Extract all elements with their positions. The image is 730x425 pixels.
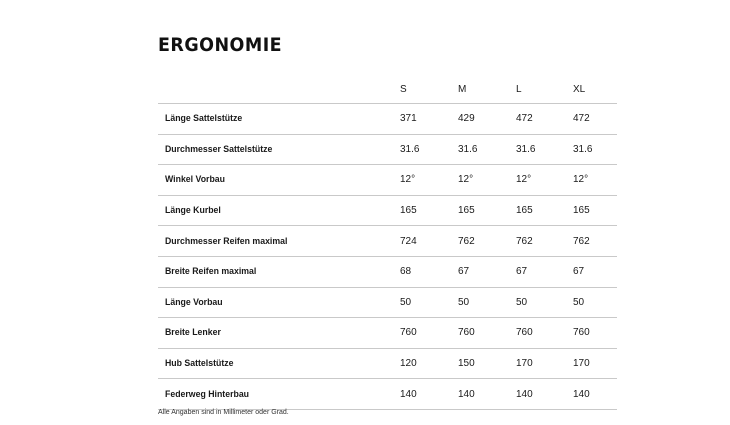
cell-s: 760 [400, 327, 417, 339]
cell-m: 31.6 [458, 143, 478, 155]
column-header-l: L [516, 83, 522, 95]
table-row [158, 196, 617, 227]
cell-xl: 31.6 [573, 143, 593, 155]
cell-m: 760 [458, 327, 475, 339]
row-label: Länge Vorbau [165, 296, 223, 308]
cell-m: 150 [458, 358, 475, 370]
cell-xl: 165 [573, 205, 590, 217]
cell-s: 165 [400, 205, 417, 217]
row-label: Hub Sattelstütze [165, 358, 234, 370]
cell-s: 68 [400, 266, 412, 278]
cell-m: 140 [458, 388, 475, 400]
cell-s: 50 [400, 296, 412, 308]
cell-xl: 762 [573, 235, 590, 247]
table-header-row [158, 73, 617, 104]
row-label: Durchmesser Reifen maximal [165, 235, 288, 247]
cell-s: 724 [400, 235, 417, 247]
cell-m: 762 [458, 235, 475, 247]
row-label: Winkel Vorbau [165, 174, 225, 186]
cell-xl: 760 [573, 327, 590, 339]
table-row [158, 226, 617, 257]
cell-l: 165 [516, 205, 533, 217]
cell-l: 50 [516, 296, 528, 308]
table-row [158, 379, 617, 410]
row-label: Durchmesser Sattelstütze [165, 143, 273, 155]
row-label: Breite Reifen maximal [165, 266, 257, 278]
cell-xl: 472 [573, 113, 590, 125]
cell-m: 50 [458, 296, 470, 308]
cell-l: 140 [516, 388, 533, 400]
cell-l: 67 [516, 266, 528, 278]
table-row [158, 288, 617, 319]
cell-xl: 50 [573, 296, 585, 308]
section-title: ERGONOMIE [158, 34, 283, 56]
cell-s: 371 [400, 113, 417, 125]
cell-s: 140 [400, 388, 417, 400]
cell-l: 31.6 [516, 143, 536, 155]
ergonomics-table [158, 73, 617, 410]
table-row [158, 349, 617, 380]
table-row [158, 104, 617, 135]
cell-l: 472 [516, 113, 533, 125]
cell-xl: 140 [573, 388, 590, 400]
cell-s: 12° [400, 174, 416, 186]
table-row [158, 318, 617, 349]
cell-m: 67 [458, 266, 470, 278]
table-row [158, 257, 617, 288]
cell-xl: 12° [573, 174, 589, 186]
cell-s: 120 [400, 358, 417, 370]
cell-s: 31.6 [400, 143, 420, 155]
cell-l: 12° [516, 174, 532, 186]
row-label: Breite Lenker [165, 327, 221, 339]
cell-m: 12° [458, 174, 474, 186]
cell-xl: 170 [573, 358, 590, 370]
cell-xl: 67 [573, 266, 585, 278]
row-label: Länge Sattelstütze [165, 113, 243, 125]
row-label: Länge Kurbel [165, 205, 221, 217]
left-margin [0, 0, 113, 425]
table-row [158, 165, 617, 196]
cell-l: 762 [516, 235, 533, 247]
cell-m: 429 [458, 113, 475, 125]
footnote: Alle Angaben sind in Millimeter oder Grad. [158, 409, 289, 416]
column-header-s: S [400, 83, 407, 95]
cell-m: 165 [458, 205, 475, 217]
cell-l: 170 [516, 358, 533, 370]
column-header-m: M [458, 83, 467, 95]
row-label: Federweg Hinterbau [165, 388, 250, 400]
table-row [158, 135, 617, 166]
cell-l: 760 [516, 327, 533, 339]
right-margin [618, 0, 730, 425]
column-header-xl: XL [573, 83, 586, 95]
